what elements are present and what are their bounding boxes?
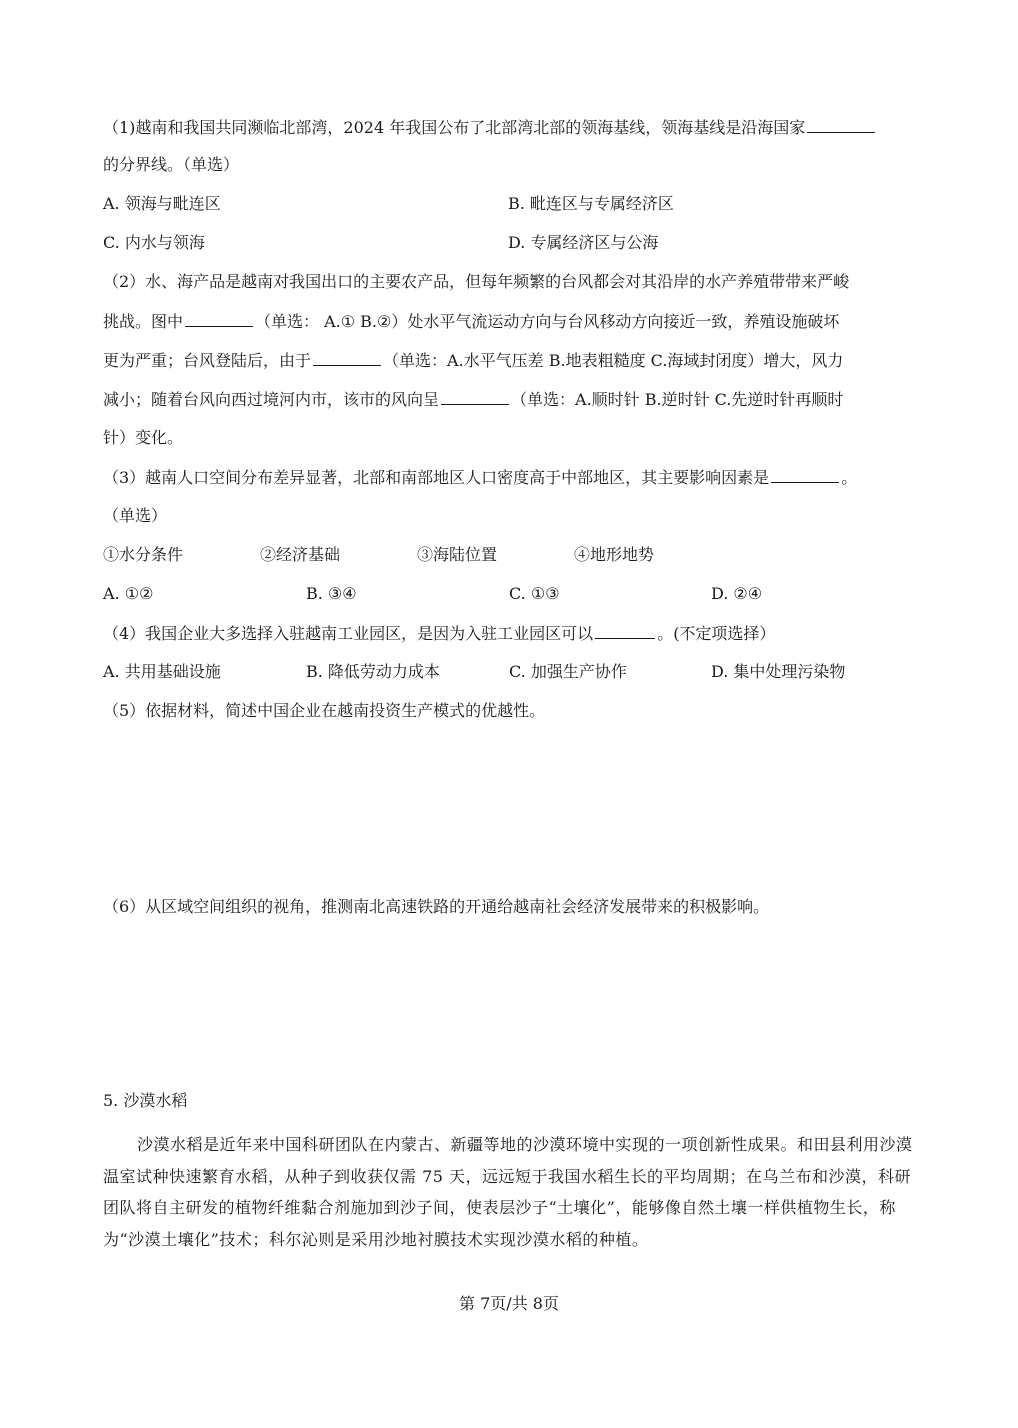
q2-blank-1[interactable] (185, 310, 253, 327)
q3-option-c: C. ①③ (509, 584, 560, 603)
q3-line1 (103, 466, 857, 489)
q1-answer-blank[interactable] (807, 116, 875, 133)
q3-option-b: B. ③④ (306, 584, 357, 603)
q2-blank-3[interactable] (441, 388, 509, 405)
q6-line1: （6）从区域空间组织的视角，推测南北高速铁路的开通给越南社会经济发展带来的积极影响。 (103, 897, 770, 916)
page-number: 第 7页/共 8页 (459, 1294, 559, 1313)
q2-line2-text-a: 挑战。图中 (103, 312, 184, 331)
q3-item-1: ①水分条件 (103, 545, 184, 564)
q4-option-b: B. 降低劳动力成本 (306, 662, 440, 681)
q1-option-d: D. 专属经济区与公海 (508, 233, 659, 252)
q1-line1 (103, 116, 877, 139)
q2-line1: （2）水、海产品是越南对我国出口的主要农产品，但每年频繁的台风都会对其沿岸的水产养殖带带来严峻 (103, 272, 850, 291)
q3-answer-blank[interactable] (771, 466, 839, 483)
q1-option-c: C. 内水与领海 (103, 233, 205, 252)
q3-line1-text-a: （3）越南人口空间分布差异显著，北部和南部地区人口密度高于中部地区，其主要影响因素是 (103, 468, 770, 487)
q1-line2: 的分界线。（单选） (103, 155, 240, 174)
q5-answer-area[interactable] (103, 730, 915, 880)
q1-option-b: B. 毗连区与专属经济区 (508, 194, 674, 213)
q4-answer-blank[interactable] (595, 622, 655, 639)
q1-line1-text: （1)越南和我国共同濒临北部湾，2024 年我国公布了北部湾北部的领海基线，领海基线是沿海国家 (103, 118, 806, 137)
q2-line4-text-a: 减小；随着台风向西过境河内市，该市的风向呈 (103, 390, 440, 409)
q3-item-2: ②经济基础 (260, 545, 341, 564)
q1-option-a: A. 领海与毗连区 (103, 194, 221, 213)
q4-option-c: C. 加强生产协作 (509, 662, 627, 681)
q2-line4-text-b: （单选：A.顺时针 B.逆时针 C.先逆时针再顺时 (511, 390, 844, 409)
q3-option-a: A. ①② (103, 584, 154, 603)
q3-line2: （单选） (103, 506, 168, 525)
q2-line4 (103, 388, 843, 411)
q2-line3-text-a: 更为严重；台风登陆后，由于 (103, 351, 312, 370)
q5-line1: （5）依据材料，简述中国企业在越南投资生产模式的优越性。 (103, 701, 546, 720)
q3-option-d: D. ②④ (711, 584, 763, 603)
q3-line1-text-b: 。 (841, 468, 858, 487)
q6-answer-area[interactable] (103, 926, 915, 1076)
q4-option-d: D. 集中处理污染物 (711, 662, 846, 681)
q4-line1-text-b: 。(不定项选择） (657, 624, 776, 643)
q2-line5: 针）变化。 (103, 428, 184, 447)
q2-blank-2[interactable] (313, 349, 381, 366)
section5-paragraph: 沙漠水稻是近年来中国科研团队在内蒙古、新疆等地的沙漠环境中实现的一项创新性成果。和田县利用沙漠温室试种快速繁育水稻，从种子到收获仅需 75 天，远远短于我国水稻生长的平均周期；在乌兰布和沙漠，科研团队将自主研发的植物纤维黏合剂施加到沙子间，使表层沙子“土壤化”，能够像自然土壤一样供植物生长，称为“沙漠土壤化”技术；科尔沁则是采用沙地衬膜技术实现沙漠水稻的种植。 (103, 1135, 913, 1249)
q2-line2 (103, 310, 839, 333)
q4-option-a: A. 共用基础设施 (103, 662, 221, 681)
q4-line1-text-a: （4）我国企业大多选择入驻越南工业园区，是因为入驻工业园区可以 (103, 624, 594, 643)
q4-line1 (103, 622, 775, 645)
q2-line2-text-b: （单选： A.① B.②）处水平气流运动方向与台风移动方向接近一致，养殖设施破坏 (255, 312, 840, 331)
q3-item-3: ③海陆位置 (417, 545, 498, 564)
q2-line3 (103, 349, 843, 372)
q3-item-4: ④地形地势 (574, 545, 655, 564)
q2-line3-text-b: （单选：A.水平气压差 B.地表粗糙度 C.海域封闭度）增大，风力 (383, 351, 844, 370)
section5-title: 5. 沙漠水稻 (103, 1091, 188, 1110)
